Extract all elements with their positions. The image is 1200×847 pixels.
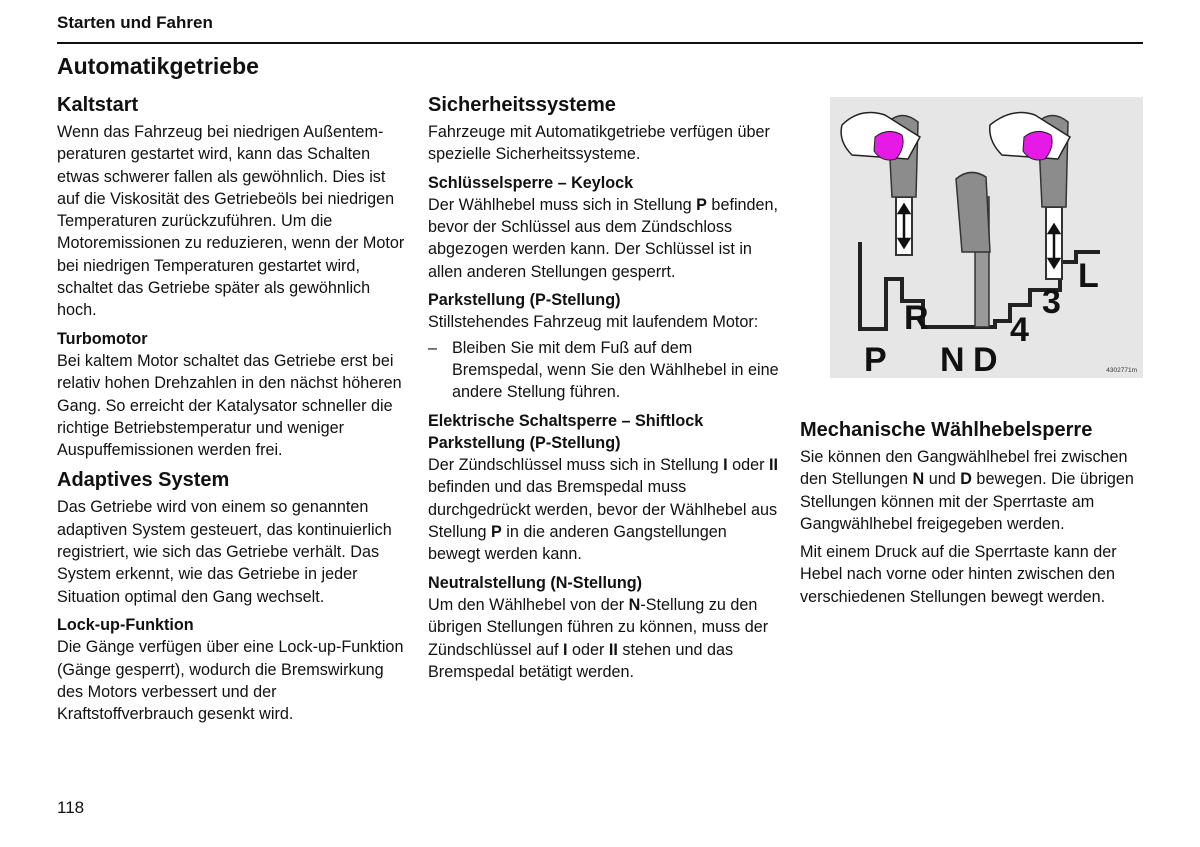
neutral-heading: Neutralstellung (N-Stellung) [428,573,643,592]
sicherheit-intro: Fahrzeuge mit Automatikgetriebe verfügen über spezielle Sicherheitssysteme. [428,123,770,164]
park-list-item: – Bleiben Sie mit dem Fuß auf dem Bremspedal, wenn Sie den Wählhebel in eine andere Stellung führen. [428,338,779,402]
gear-selector-illustration [830,97,1143,378]
page-number: 118 [57,798,85,817]
header-rule [57,42,1143,44]
label-N: N [940,341,965,378]
lockup-text: Die Gänge verfügen über eine Lock-up-Funktion (Gänge gesperrt), wodurch die Bremswirkung des Motors verbessert und der Kraftstoffverbrauch gesenkt wird. [57,638,404,724]
column-1 [57,92,407,725]
gear-selector-figure [830,97,1143,378]
waehlhebelsperre-heading: Mechanische Wählhebelsperre [800,419,1093,441]
column-3 [800,417,1148,608]
keylock-text: Der Wählhebel muss sich in Stellung P befinden, bevor der Schlüssel aus dem Zündschloss abgezogen werden kann. Der Schlüssel ist in allen anderen Stellungen gesperrt. [428,195,779,281]
keylock-heading: Schlüsselsperre – Keylock [428,173,634,192]
label-3: 3 [1042,283,1061,321]
lockup-heading: Lock-up-Funktion [57,615,194,634]
label-P: P [864,341,887,378]
neutral-text: Um den Wählhebel von der N-Stellung zu den übrigen Stellungen führen zu können, muss der Zündschlüssel auf I oder II stehen und das Bremspedal betätigt werden. [428,595,769,681]
label-D: D [973,341,998,378]
shiftlock-heading: Elektrische Schaltsperre – Shiftlock [428,411,704,430]
label-R: R [904,299,929,337]
park-text: Stillstehendes Fahrzeug mit laufendem Motor: [428,313,759,332]
turbomotor-text: Bei kaltem Motor schaltet das Getriebe erst bei relativ hohen Drehzahlen in den nächst höheren Gang. So erreicht der Katalysator schneller die richtige Betriebstemperatur und weniger Auspuffemissionen werden frei. [57,351,402,460]
sicherheit-heading: Sicherheitssysteme [428,94,616,116]
section-header: Starten und Fahren [57,13,213,32]
label-L: L [1078,257,1099,295]
waehlhebelsperre-text-1: Sie können den Gangwählhebel frei zwischen den Stellungen N und D bewegen. Die übrigen Stellungen können mit der Sperrtaste am Gangwählhebel freigegeben werden. [800,448,1134,533]
waehlhebelsperre-text-2: Mit einem Druck auf die Sperrtaste kann der Hebel nach vorne oder hinten zwischen den verschiedenen Stellungen bewegt werden. [800,543,1117,606]
column-2 [428,92,780,683]
page-title: Automatikgetriebe [57,53,259,79]
turbomotor-heading: Turbomotor [57,329,148,348]
adaptiv-heading: Adaptives System [57,469,230,492]
kaltstart-text: Wenn das Fahrzeug bei niedrigen Außentemperaturen gestartet wird, kann das Schalten etwas schwerer fallen als gewöhnlich. Dies ist auf die Viskosität des Getriebeöls bei niedrigen Temperaturen zurückzuführen. Um die Motoremissionen zu reduzieren, wenn der Motor bei niedrigen Temperaturen gestartet wird, schaltet das Getriebe später als gewöhnlich hoch. [57,123,405,320]
shiftlock-subheading: Parkstellung (P-Stellung) [428,433,621,452]
label-4: 4 [1010,311,1029,349]
figure-code: 4302771m [1106,367,1137,374]
adaptiv-text: Das Getriebe wird von einem so genannten adaptiven System gesteuert, das kontinuierlich registriert, wie sich das Getriebe verhält. Das System erkennt, wie das Getriebe in jeder Situation optimal den Gang wechselt. [57,498,392,606]
shiftlock-text: Der Zündschlüssel muss sich in Stellung I oder II befinden und das Bremspedal muss durchgedrückt werden, bevor der Wählhebel aus Stellung P in die anderen Gangstellungen bewegt werden kann. [428,456,779,564]
kaltstart-heading: Kaltstart [57,94,139,116]
park-heading: Parkstellung (P-Stellung) [428,291,621,310]
